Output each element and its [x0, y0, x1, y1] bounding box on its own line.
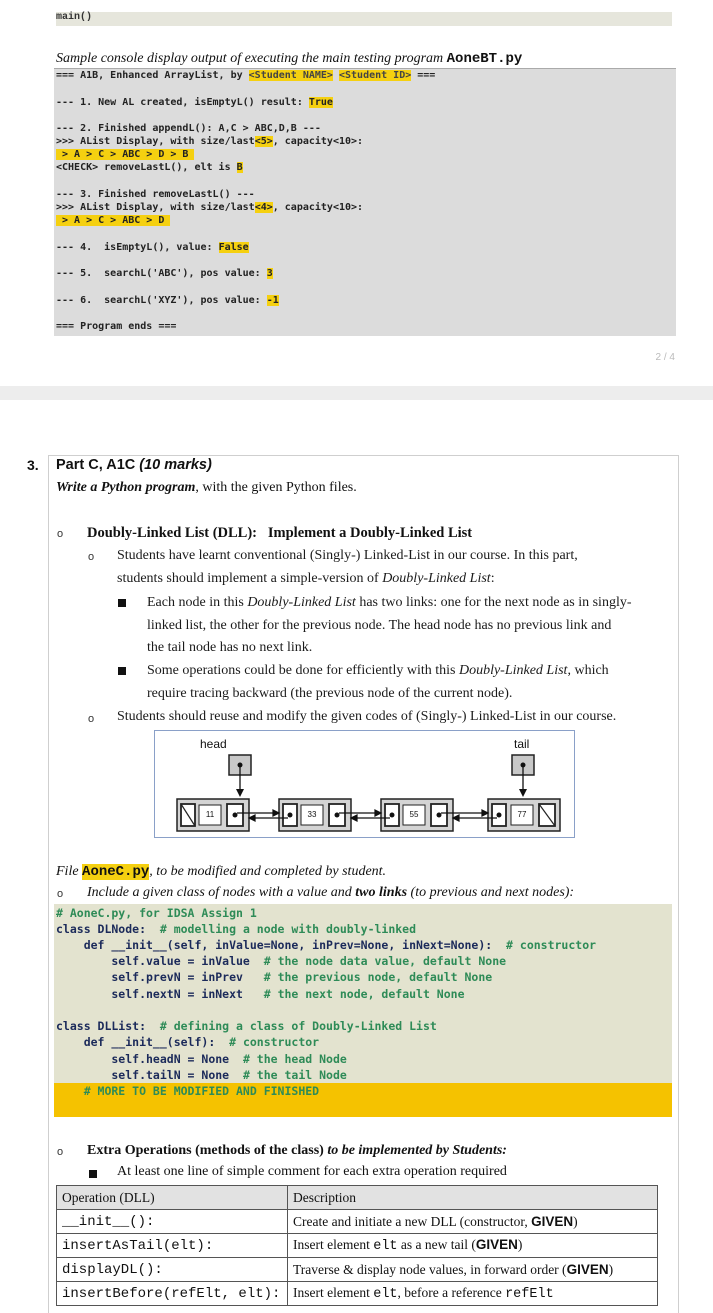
desc-cell: Insert element elt, before a reference refElt: [288, 1282, 658, 1306]
console-line: >>> AList Display, with size/last<4>, capacity<10>:: [56, 202, 364, 213]
table-header-cell: Operation (DLL): [57, 1186, 288, 1210]
code-fragment-bar: [56, 12, 672, 26]
console-line: === A1B, Enhanced ArrayList, by <Student NAME> <Student ID> ===: [56, 70, 436, 81]
page-number: 2 / 4: [655, 352, 675, 363]
code-line: def __init__(self, inValue=None, inPrev=None, inNext=None): # constructor: [56, 938, 597, 952]
code-line: # AoneC.py, for IDSA Assign 1: [56, 906, 257, 920]
caption-text: Sample console display output of executing the main testing program: [56, 51, 447, 66]
dll-heading: Doubly-Linked List (DLL): Implement a Doubly-Linked List: [87, 525, 473, 541]
dll-para-1: Students have learnt conventional (Singly-) Linked-List in our course. In this part, students should implement a simple-version of Doubly-Linked List:: [117, 548, 578, 586]
code-line: class DLNode: # modelling a node with doubly-linked: [56, 922, 417, 936]
caption-program: AoneBT.py: [446, 51, 523, 67]
head-pointer-arrow: [236, 789, 244, 797]
op-cell: insertBefore(refElt, elt):: [57, 1282, 288, 1306]
file-line: File AoneC.py, to be modified and completed by student.: [56, 864, 387, 880]
code-line: def __init__(self): # constructor: [56, 1035, 320, 1049]
console-line: --- 5. searchL('ABC'), pos value: 3: [56, 268, 273, 279]
code-line: self.nextN = inNext # the next node, default None: [56, 987, 465, 1001]
node-value: 11: [205, 810, 215, 819]
op-cell: insertAsTail(elt):: [57, 1234, 288, 1258]
table-row: [57, 1282, 658, 1306]
bullet-circle: o: [57, 528, 64, 540]
dll-bullet-1: Each node in this Doubly-Linked List has two links: one for the next node as in singly- linked list, the other for the previous node. The head node has no previous link and the tail node has no next link.: [147, 595, 632, 655]
tail-label: tail: [514, 737, 530, 751]
bullet-circle: o: [88, 713, 95, 725]
op-cell: __init__():: [57, 1210, 288, 1234]
dll-diagram: [154, 730, 575, 838]
code-line: # MORE TO BE MODIFIED AND FINISHED: [56, 1084, 320, 1098]
table-row: [57, 1210, 658, 1234]
code-line: self.prevN = inPrev # the previous node, default None: [56, 970, 493, 984]
node-value: 55: [409, 810, 419, 819]
dll-bullet-2: Some operations could be done for efficiently with this Doubly-Linked List, which require tracing backward (the previous node of the current node).: [147, 663, 609, 701]
desc-cell: Traverse & display node values, in forward order (GIVEN): [288, 1258, 658, 1282]
console-line: > A > C > ABC > D > B: [56, 149, 195, 160]
bullet-square: [118, 667, 126, 675]
page-top: [0, 0, 713, 386]
table-header-row: [57, 1186, 658, 1210]
extra-bullet: At least one line of simple comment for each extra operation required: [117, 1164, 507, 1179]
console-line: --- 3. Finished removeLastL() ---: [56, 189, 255, 200]
console-line: --- 4. isEmptyL(), value: False: [56, 242, 249, 253]
extra-heading: Extra Operations (methods of the class) to be implemented by Students:: [87, 1143, 507, 1158]
desc-cell: Insert element elt as a new tail (GIVEN): [288, 1234, 658, 1258]
op-cell: displayDL():: [57, 1258, 288, 1282]
desc-cell: Create and initiate a new DLL (constructor, GIVEN): [288, 1210, 658, 1234]
console-caption: [56, 51, 522, 67]
code-fragment: main(): [56, 12, 93, 23]
dll-para-2: Students should reuse and modify the given codes of (Singly-) Linked-List in our course.: [117, 709, 617, 724]
node-value: 77: [517, 810, 527, 819]
code-line: self.headN = None # the head Node: [56, 1052, 347, 1066]
console-line: --- 6. searchL('XYZ'), pos value: -1: [56, 295, 279, 306]
console-line: --- 2. Finished appendL(): A,C > ABC,D,B ---: [56, 123, 321, 134]
head-label: head: [200, 737, 227, 751]
table-row: [57, 1234, 658, 1258]
console-line: === Program ends ===: [56, 321, 177, 332]
bullet-circle: o: [57, 888, 64, 900]
bullet-circle: o: [88, 551, 95, 563]
bullet-square: [89, 1170, 97, 1178]
file-name: AoneC.py: [82, 864, 150, 880]
console-line: <CHECK> removeLastL(), elt is B: [56, 162, 243, 173]
node-value: 33: [307, 810, 317, 819]
section-number: 3.: [27, 457, 39, 473]
include-line: Include a given class of nodes with a value and two links (to previous and next nodes):: [87, 885, 575, 900]
operations-table: [56, 1185, 658, 1306]
table-row: [57, 1258, 658, 1282]
bullet-square: [118, 599, 126, 607]
tail-pointer-arrow: [519, 789, 527, 797]
code-line: self.value = inValue # the node data value, default None: [56, 954, 507, 968]
code-line: class DLList: # defining a class of Doubly-Linked List: [56, 1019, 437, 1033]
console-line: > A > C > ABC > D: [56, 215, 171, 226]
code-line: self.tailN = None # the tail Node: [56, 1068, 347, 1082]
section-instruction: Write a Python program, with the given Python files.: [56, 480, 357, 495]
table-header-cell: Description: [288, 1186, 658, 1210]
console-line: >>> AList Display, with size/last<5>, capacity<10>:: [56, 136, 364, 147]
bullet-circle: o: [57, 1146, 64, 1158]
console-line: --- 1. New AL created, isEmptyL() result: True: [56, 97, 333, 108]
section-title: Part C, A1C (10 marks): [56, 457, 212, 473]
